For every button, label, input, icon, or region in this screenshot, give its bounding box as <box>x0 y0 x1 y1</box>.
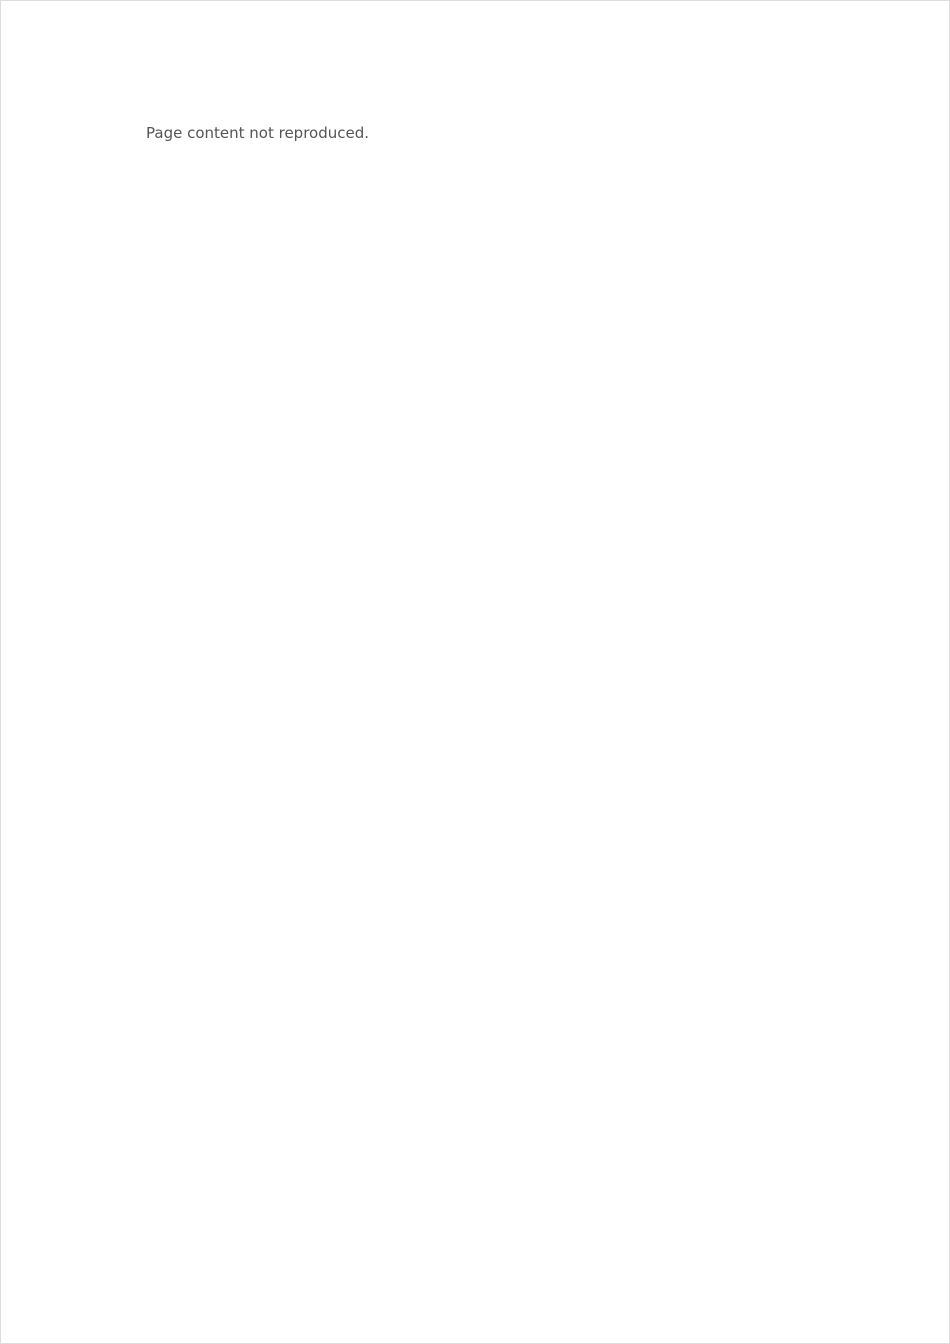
notice-text: Page content not reproduced. <box>146 124 370 142</box>
